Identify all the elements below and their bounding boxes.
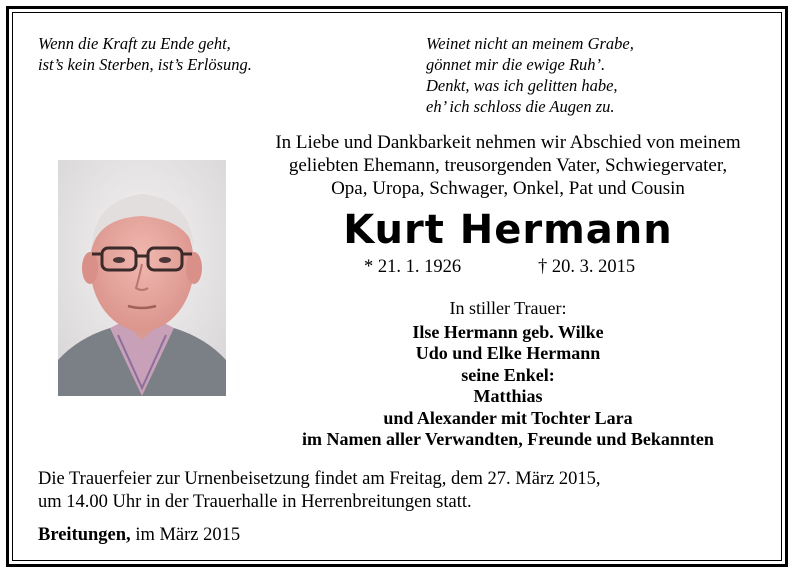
quote-line: ist’s kein Sterben, ist’s Erlösung. — [38, 55, 252, 74]
mourner-line: im Namen aller Verwandten, Freunde und Bekannten — [302, 429, 714, 449]
quote-right — [426, 33, 634, 117]
intro-line: Opa, Uropa, Schwager, Onkel, Pat und Cousin — [331, 178, 685, 199]
quote-line: gönnet mir die ewige Ruh’. — [426, 55, 606, 74]
mourners-lead: In stiller Trauer: — [449, 298, 567, 318]
mourner-line: Ilse Hermann geb. Wilke — [412, 321, 604, 342]
intro-text — [248, 131, 768, 200]
quote-line: eh’ ich schloss die Augen zu. — [426, 97, 615, 116]
place-city: Breitungen, — [38, 525, 131, 545]
place-date — [38, 525, 240, 546]
service-info — [38, 468, 601, 514]
service-line: um 14.00 Uhr in der Trauerhalle in Herrenbreitungen statt. — [38, 492, 472, 512]
birth-date: * 21. 1. 1926 — [364, 257, 462, 277]
deceased-name: Kurt Hermann — [343, 207, 673, 253]
mourner-line: seine Enkel: — [461, 364, 555, 385]
quote-left — [38, 33, 252, 75]
mourners-block — [248, 298, 768, 451]
quote-line: Weinet nicht an meinem Grabe, — [426, 34, 634, 53]
place-date-text: im März 2015 — [130, 525, 241, 545]
death-date: † 20. 3. 2015 — [538, 257, 636, 277]
intro-line: geliebten Ehemann, treusorgenden Vater, Schwiegervater, — [288, 155, 728, 176]
mourner-line: Udo und Elke Hermann — [415, 343, 601, 363]
service-line: Die Trauerfeier zur Urnenbeisetzung findet am Freitag, dem 27. März 2015, — [38, 469, 601, 489]
portrait-photo — [58, 160, 226, 396]
mourner-line: Matthias — [473, 386, 543, 406]
intro-line: In Liebe und Dankbarkeit nehmen wir Abschied von meinem — [275, 132, 741, 153]
mourner-line: und Alexander mit Tochter Lara — [383, 407, 633, 428]
quote-line: Wenn die Kraft zu Ende geht, — [38, 34, 231, 53]
quote-line: Denkt, was ich gelitten habe, — [426, 76, 618, 95]
